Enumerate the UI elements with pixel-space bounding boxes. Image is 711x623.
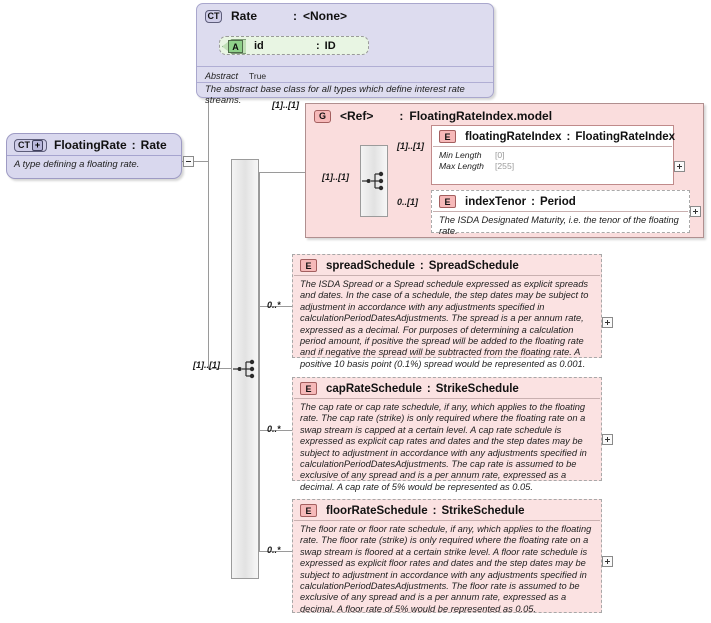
element-properties	[432, 147, 673, 176]
element-name: indexTenor	[465, 195, 527, 208]
element-name: capRateSchedule	[326, 382, 422, 395]
element-documentation: The cap rate or cap rate schedule, if any, which applies to the floating rate. The cap rate (strike) is only required where the floating rate on a swap stream is capped at a certain level. A cap rate schedule is expressed as explicit cap rates and dates and the step dates may be subject to adjustment in accordance with any adjustments specified in calculationPeriodDatesAdjustments. The cap rate is assumed to be exclusive of any spread and is a per annum rate, expressed as a decimal. A cap rate of 5% would be represented as 0.05.	[300, 402, 587, 492]
property-row	[205, 71, 501, 81]
spreadschedule-cardinality: 0..*	[267, 300, 281, 310]
group-ref: <Ref>	[340, 109, 374, 123]
element-indextenor-box[interactable]	[431, 190, 690, 237]
property-key: Min Length	[439, 150, 482, 160]
root-type-documentation: A type defining a floating rate.	[7, 155, 181, 174]
attribute-separator: :	[316, 39, 320, 52]
element-separator: :	[566, 130, 571, 143]
sequence-icon	[233, 358, 257, 380]
connector-sequence-to-group	[259, 172, 305, 173]
element-title	[432, 191, 689, 211]
floorrateschedule-cardinality: 0..*	[267, 545, 281, 555]
property-value: [255]	[495, 161, 515, 171]
base-type-name: Rate	[231, 9, 258, 23]
element-type: StrikeSchedule	[435, 382, 519, 395]
group-cardinality: [1]..[1]	[322, 172, 349, 182]
element-floorrateschedule-box[interactable]	[292, 499, 602, 613]
complex-type-expand-badge	[14, 139, 47, 152]
floorrateschedule-expand-toggle[interactable]	[602, 556, 613, 567]
indextenor-cardinality: 0..[1]	[397, 197, 419, 207]
root-type-type: Rate	[140, 138, 167, 152]
element-spreadschedule-box[interactable]	[292, 254, 602, 369]
element-badge: E	[439, 195, 456, 208]
element-separator: :	[432, 504, 437, 517]
element-documentation: The floor rate or floor rate schedule, if any, which applies to the floating rate. The floor rate (strike) is only required where the floating rate on a swap stream is floored at a certain strike level. A floor rate schedule is expressed as explicit floor rates and dates and the step dates may be subject to adjustment in accordance with any adjustments specified in calculationPeriodDatesAdjustments. The floor rate is assumed to be exclusive of any spread and is a per annum rate, expressed as a decimal. A floor rate of 5% would be represented as 0.05.	[300, 524, 592, 614]
caprateschedule-expand-toggle[interactable]	[602, 434, 613, 445]
floatingrateindex-expand-toggle[interactable]	[674, 161, 685, 172]
group-separator: :	[399, 109, 404, 123]
group-badge: G	[314, 110, 331, 123]
root-collapse-toggle[interactable]	[183, 156, 194, 167]
base-type-divider	[197, 66, 493, 67]
root-type-name: FloatingRate	[54, 138, 127, 152]
complex-type-badge: CT	[205, 10, 222, 23]
element-badge: E	[439, 130, 456, 143]
element-title	[293, 500, 601, 520]
element-separator: :	[531, 195, 535, 208]
group-sequence-icon	[362, 170, 386, 192]
inheritance-cardinality: [1]..[1]	[272, 100, 299, 110]
element-title	[293, 378, 601, 398]
element-caprateschedule-box[interactable]	[292, 377, 602, 492]
element-documentation: The ISDA Designated Maturity, i.e. the tenor of the floating rate.	[439, 215, 679, 237]
root-type-title	[7, 134, 181, 155]
sequence-cardinality: [1]..[1]	[193, 360, 220, 370]
property-row	[439, 150, 666, 161]
base-type-documentation: The abstract base class for all types which define interest rate streams.	[205, 84, 465, 106]
element-type: FloatingRateIndex	[575, 130, 676, 143]
element-type: SpreadSchedule	[428, 259, 519, 272]
group-name: FloatingRateIndex.model	[409, 109, 553, 123]
indextenor-expand-toggle[interactable]	[690, 206, 701, 217]
element-badge: E	[300, 504, 317, 517]
root-type-floatingrate-box[interactable]	[6, 133, 182, 179]
complex-type-badge-text: CT	[18, 139, 30, 150]
element-badge: E	[300, 259, 317, 272]
base-type-type: <None>	[303, 9, 348, 23]
plus-glyph: +	[32, 140, 43, 151]
spreadschedule-expand-toggle[interactable]	[602, 317, 613, 328]
element-floatingrateindex-box[interactable]	[431, 125, 674, 185]
property-key: Abstract	[205, 71, 239, 81]
attribute-type: ID	[324, 39, 336, 52]
element-name: floatingRateIndex	[465, 130, 562, 143]
capratschedule-cardinality: 0..*	[267, 424, 281, 434]
base-type-separator: :	[293, 9, 297, 23]
element-title	[293, 255, 601, 275]
element-badge: E	[300, 382, 317, 395]
root-type-separator: :	[131, 138, 136, 152]
attribute-name: id	[254, 39, 264, 52]
element-name: floorRateSchedule	[326, 504, 428, 517]
element-name: spreadSchedule	[326, 259, 415, 272]
element-separator: :	[426, 382, 431, 395]
element-title	[432, 126, 676, 146]
element-type: StrikeSchedule	[441, 504, 525, 517]
property-value: [0]	[495, 150, 505, 160]
property-key: Max Length	[439, 161, 484, 171]
group-title	[306, 104, 703, 127]
attribute-id-box[interactable]	[219, 36, 369, 55]
element-type: Period	[539, 195, 576, 208]
connector-trunk-stub	[193, 161, 208, 162]
base-type-title	[197, 4, 493, 27]
property-row	[439, 161, 666, 172]
element-documentation: The ISDA Spread or a Spread schedule expressed as explicit spreads and dates. In the case of a schedule, the step dates may be subject to adjustment in accordance with any adjustments specified in calculationPeriodDatesAdjustments. The spread is a per annum rate, expressed as a decimal. For purposes of determining a calculation period amount, if positive the spread will be added to the floating rate and if negative the spread will be subtracted from the floating rate. A positive 10 basis point (0.1%) spread would be represented as 0.001.	[300, 279, 589, 369]
floatingrateindex-cardinality: [1]..[1]	[397, 141, 424, 151]
connector-sequence-spine	[259, 172, 260, 551]
property-value: True	[249, 71, 267, 81]
element-separator: :	[419, 259, 424, 272]
attribute-badge: A	[228, 40, 243, 53]
base-type-properties	[197, 68, 509, 82]
